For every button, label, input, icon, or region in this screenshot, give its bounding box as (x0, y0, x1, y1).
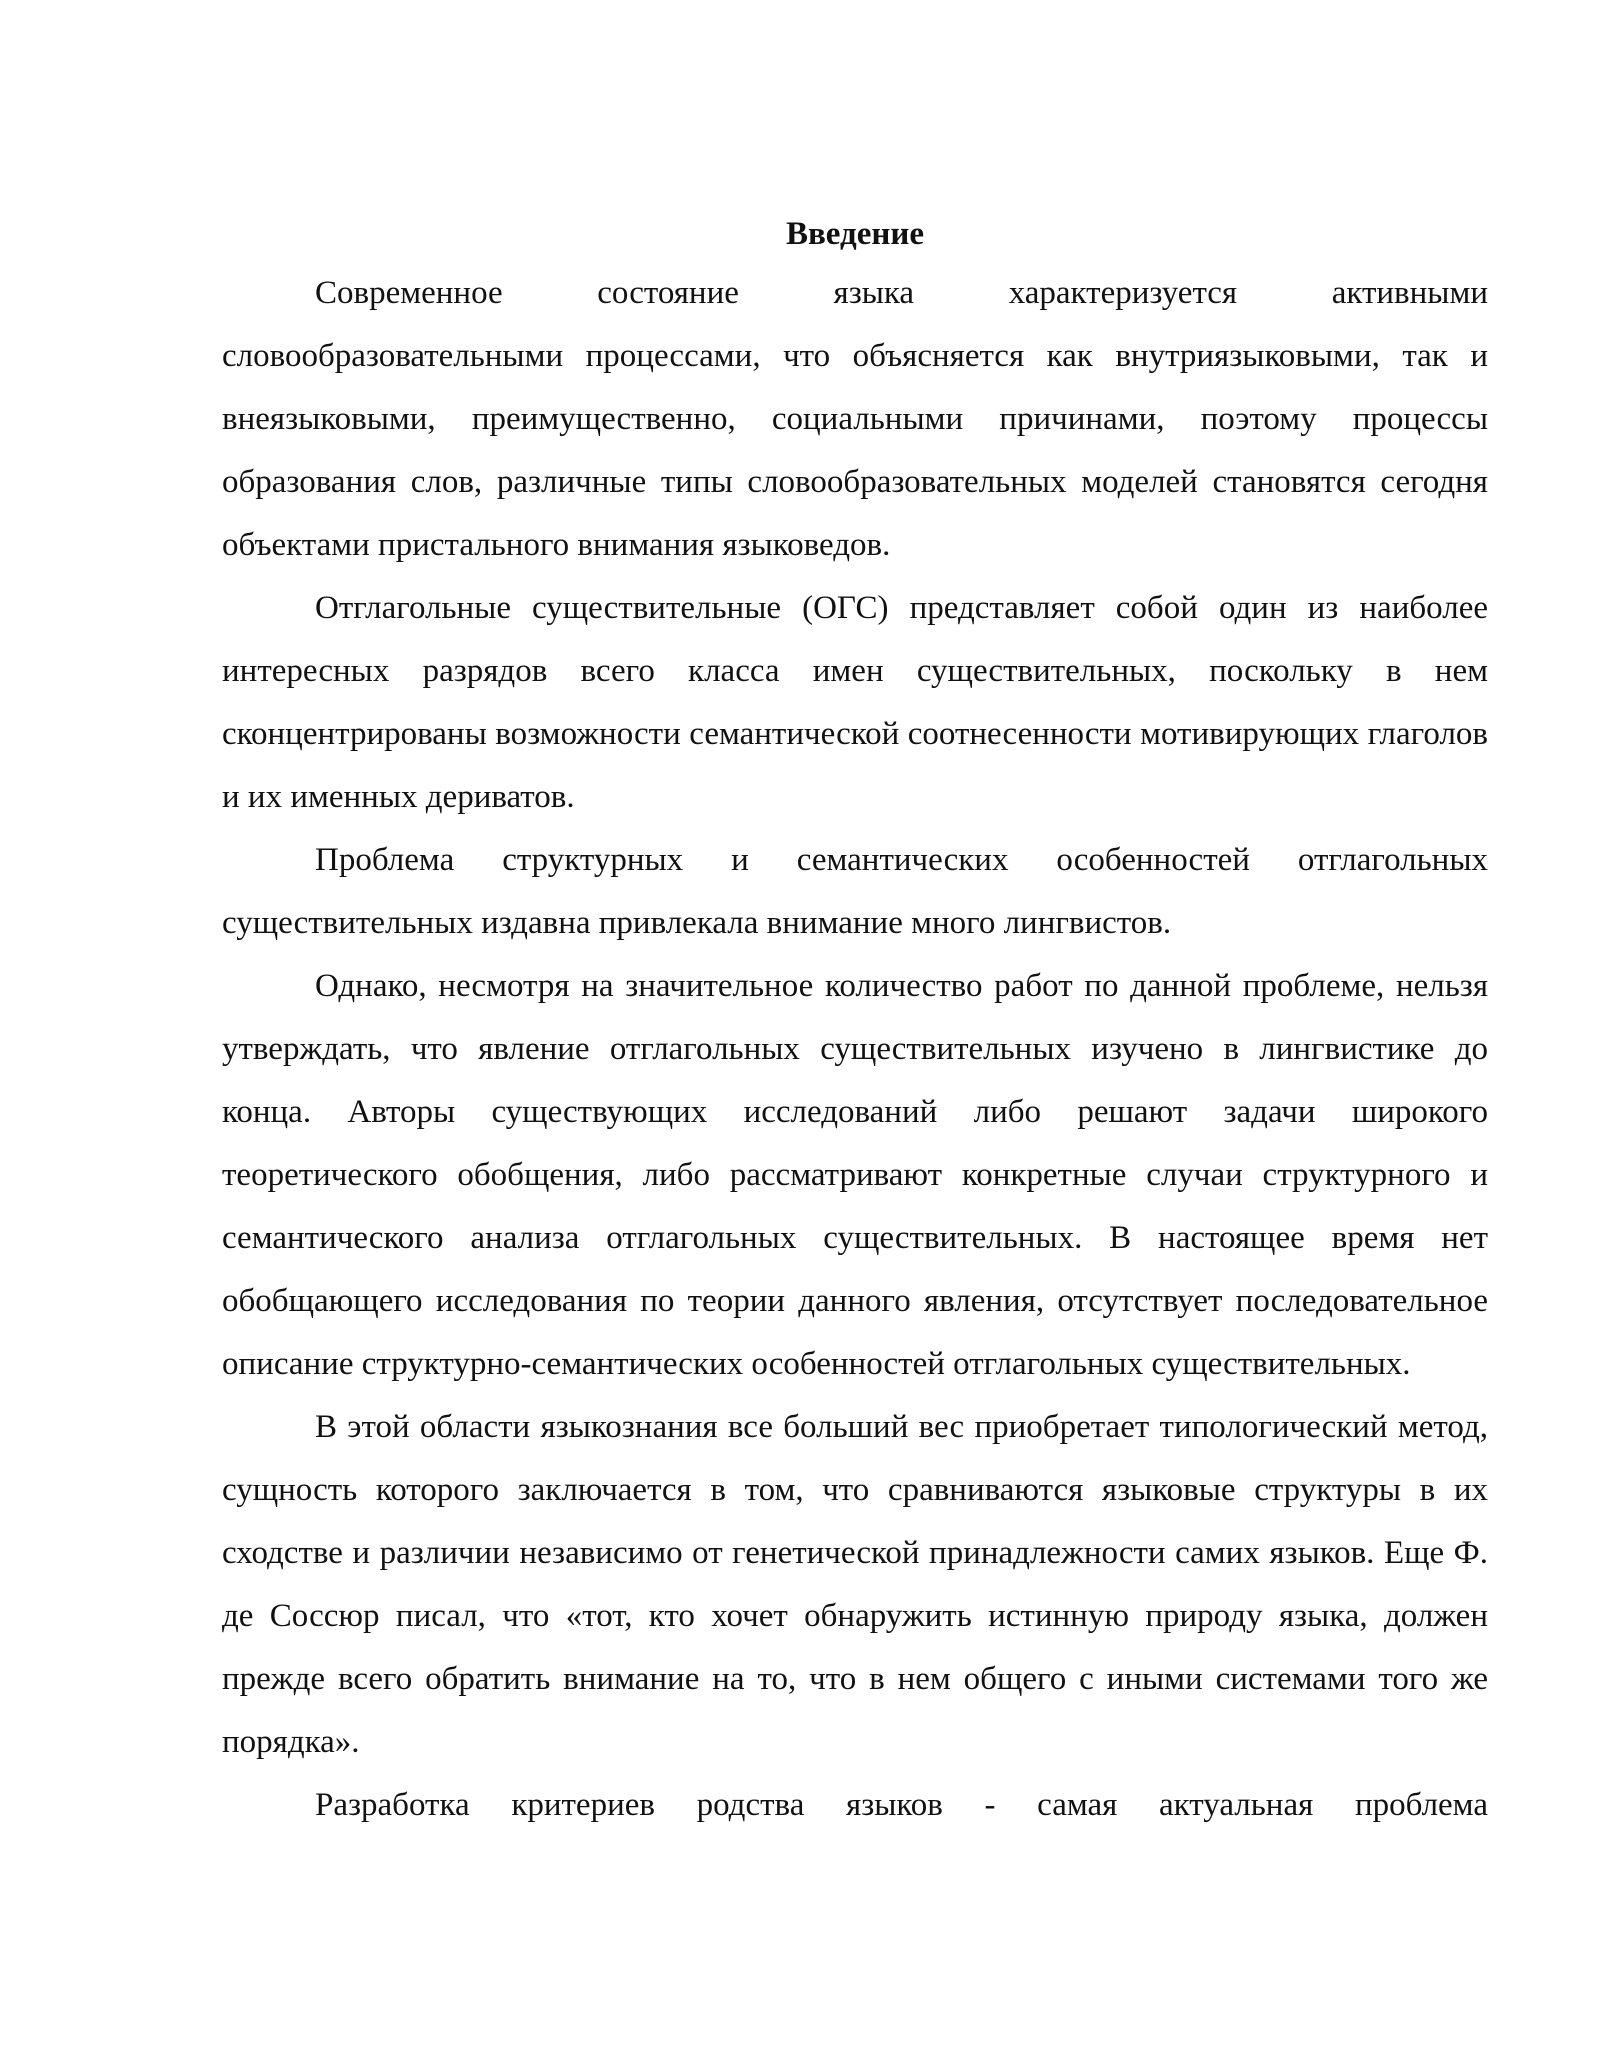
paragraph-2: Отглагольные существительные (ОГС) представляет собой один из наиболее интересных разрядов всего класса имен существительных, поскольку в нем сконцентрированы возможности семантической соотнесенности мотивирующих глаголов и их именных дериватов. (222, 590, 1488, 815)
paragraph-5: В этой области языкознания все больший вес приобретает типологический метод, сущность которого заключается в том, что сравниваются языковые структуры в их сходстве и различии независимо от генетической принадлежности самих языков. Еще Ф. де Соссюр писал, что «тот, кто хочет обнаружить истинную природу языка, должен прежде всего обратить внимание на то, что в нем общего с иными системами того же порядка». (222, 1409, 1488, 1760)
page-title: Введение (785, 216, 925, 252)
paragraph-4: Однако, несмотря на значительное количество работ по данной проблеме, нельзя утверждать, что явление отглагольных существительных изучено в лингвистике до конца. Авторы существующих исследований либо решают задачи широкого теоретического обобщения, либо рассматривают конкретные случаи структурного и семантического анализа отглагольных существительных. В настоящее время нет обобщающего исследования по теории данного явления, отсутствует последовательное описание структурно-семантических особенностей отглагольных существительных. (222, 968, 1488, 1382)
paragraph-1: Современное состояние языка характеризуется активными словообразовательными процессами, что объясняется как внутриязыковыми, так и внеязыковыми, преимущественно, социальными причинами, поэтому процессы образования слов, различные типы словообразовательных моделей становятся сегодня объектами пристального внимания языковедов. (222, 275, 1488, 563)
document-page (222, 206, 1488, 1837)
paragraph-6: Разработка критериев родства языков - самая актуальная проблема (315, 1787, 1488, 1823)
paragraph-3: Проблема структурных и семантических особенностей отглагольных существительных издавна привлекала внимание много лингвистов. (222, 842, 1488, 941)
